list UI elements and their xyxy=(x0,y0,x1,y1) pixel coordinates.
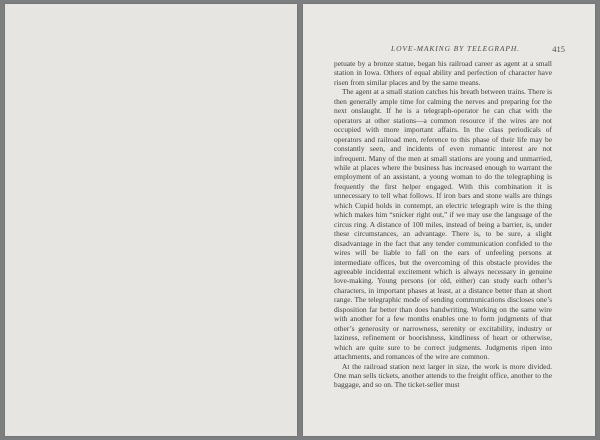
running-title: LOVE-MAKING BY TELEGRAPH. xyxy=(391,44,520,53)
paragraph: The agent at a small station catches his breath between trains. There is then generally ample time for calming the nerves and preparing for the next onslaught. If he is a telegraph-operator he can chat with the operators at other stations—a common resource if the wires are not occupied with more important affairs. In the class periodicals of operators and railroad men, reference to this phase of their life may be constantly seen, and incidents of even romantic interest are not infrequent. Many of the men at small stations are young and unmarried, while at places where the business has increased enough to warrant the employment of an assistant, a young woman to do the telegraphing is frequently the first helper engaged. With this combination it is unnecessary to tell what follows. If iron bars and stone walls are things which Cupid holds in contempt, an electric telegraph wire is the thing which makes him “snicker right out,” if we may use the language of the circus ring. A distance of 100 miles, instead of being a barrier, is, under these circumstances, an advantage. There is, to be sure, a slight disadvantage in the fact that any tender communication confided to the wires will be liable to fall on the ears of unfeeling persons at intermediate offices, but the overcoming of this obstacle provides the agreeable incidental excitement which is always necessary in genuine love-making. Young persons (or old, either) can study each other’s characters, in important phases at least, at a distance better than at short range. The telegraphic mode of sending communications discloses one’s disposition far better than does handwriting. Working on the same wire with another for a few months enables one to form judgments of that other’s generosity or narrowness, serenity or excitability, industry or laziness, refinement or boorishness, kindliness of heart or otherwise, which are quite sure to be correct judgments. Judgments ripen into attachments, and romances of the wire are common. xyxy=(334,87,552,362)
page-number: 415 xyxy=(552,44,565,54)
paragraph: At the railroad station next larger in size, the work is more divided. One man sells tickets, another attends to the freight office, another to the baggage, and so on. The ticket-seller must xyxy=(334,361,552,390)
right-page xyxy=(303,4,595,436)
left-page-blank xyxy=(5,4,297,436)
paragraph: petuate by a bronze statue, began his railroad career as agent at a small station in Iowa. Others of equal ability and perfection of character have risen from similar places and by the same means. xyxy=(334,59,552,87)
body-text xyxy=(334,59,552,390)
page-header xyxy=(303,44,595,56)
